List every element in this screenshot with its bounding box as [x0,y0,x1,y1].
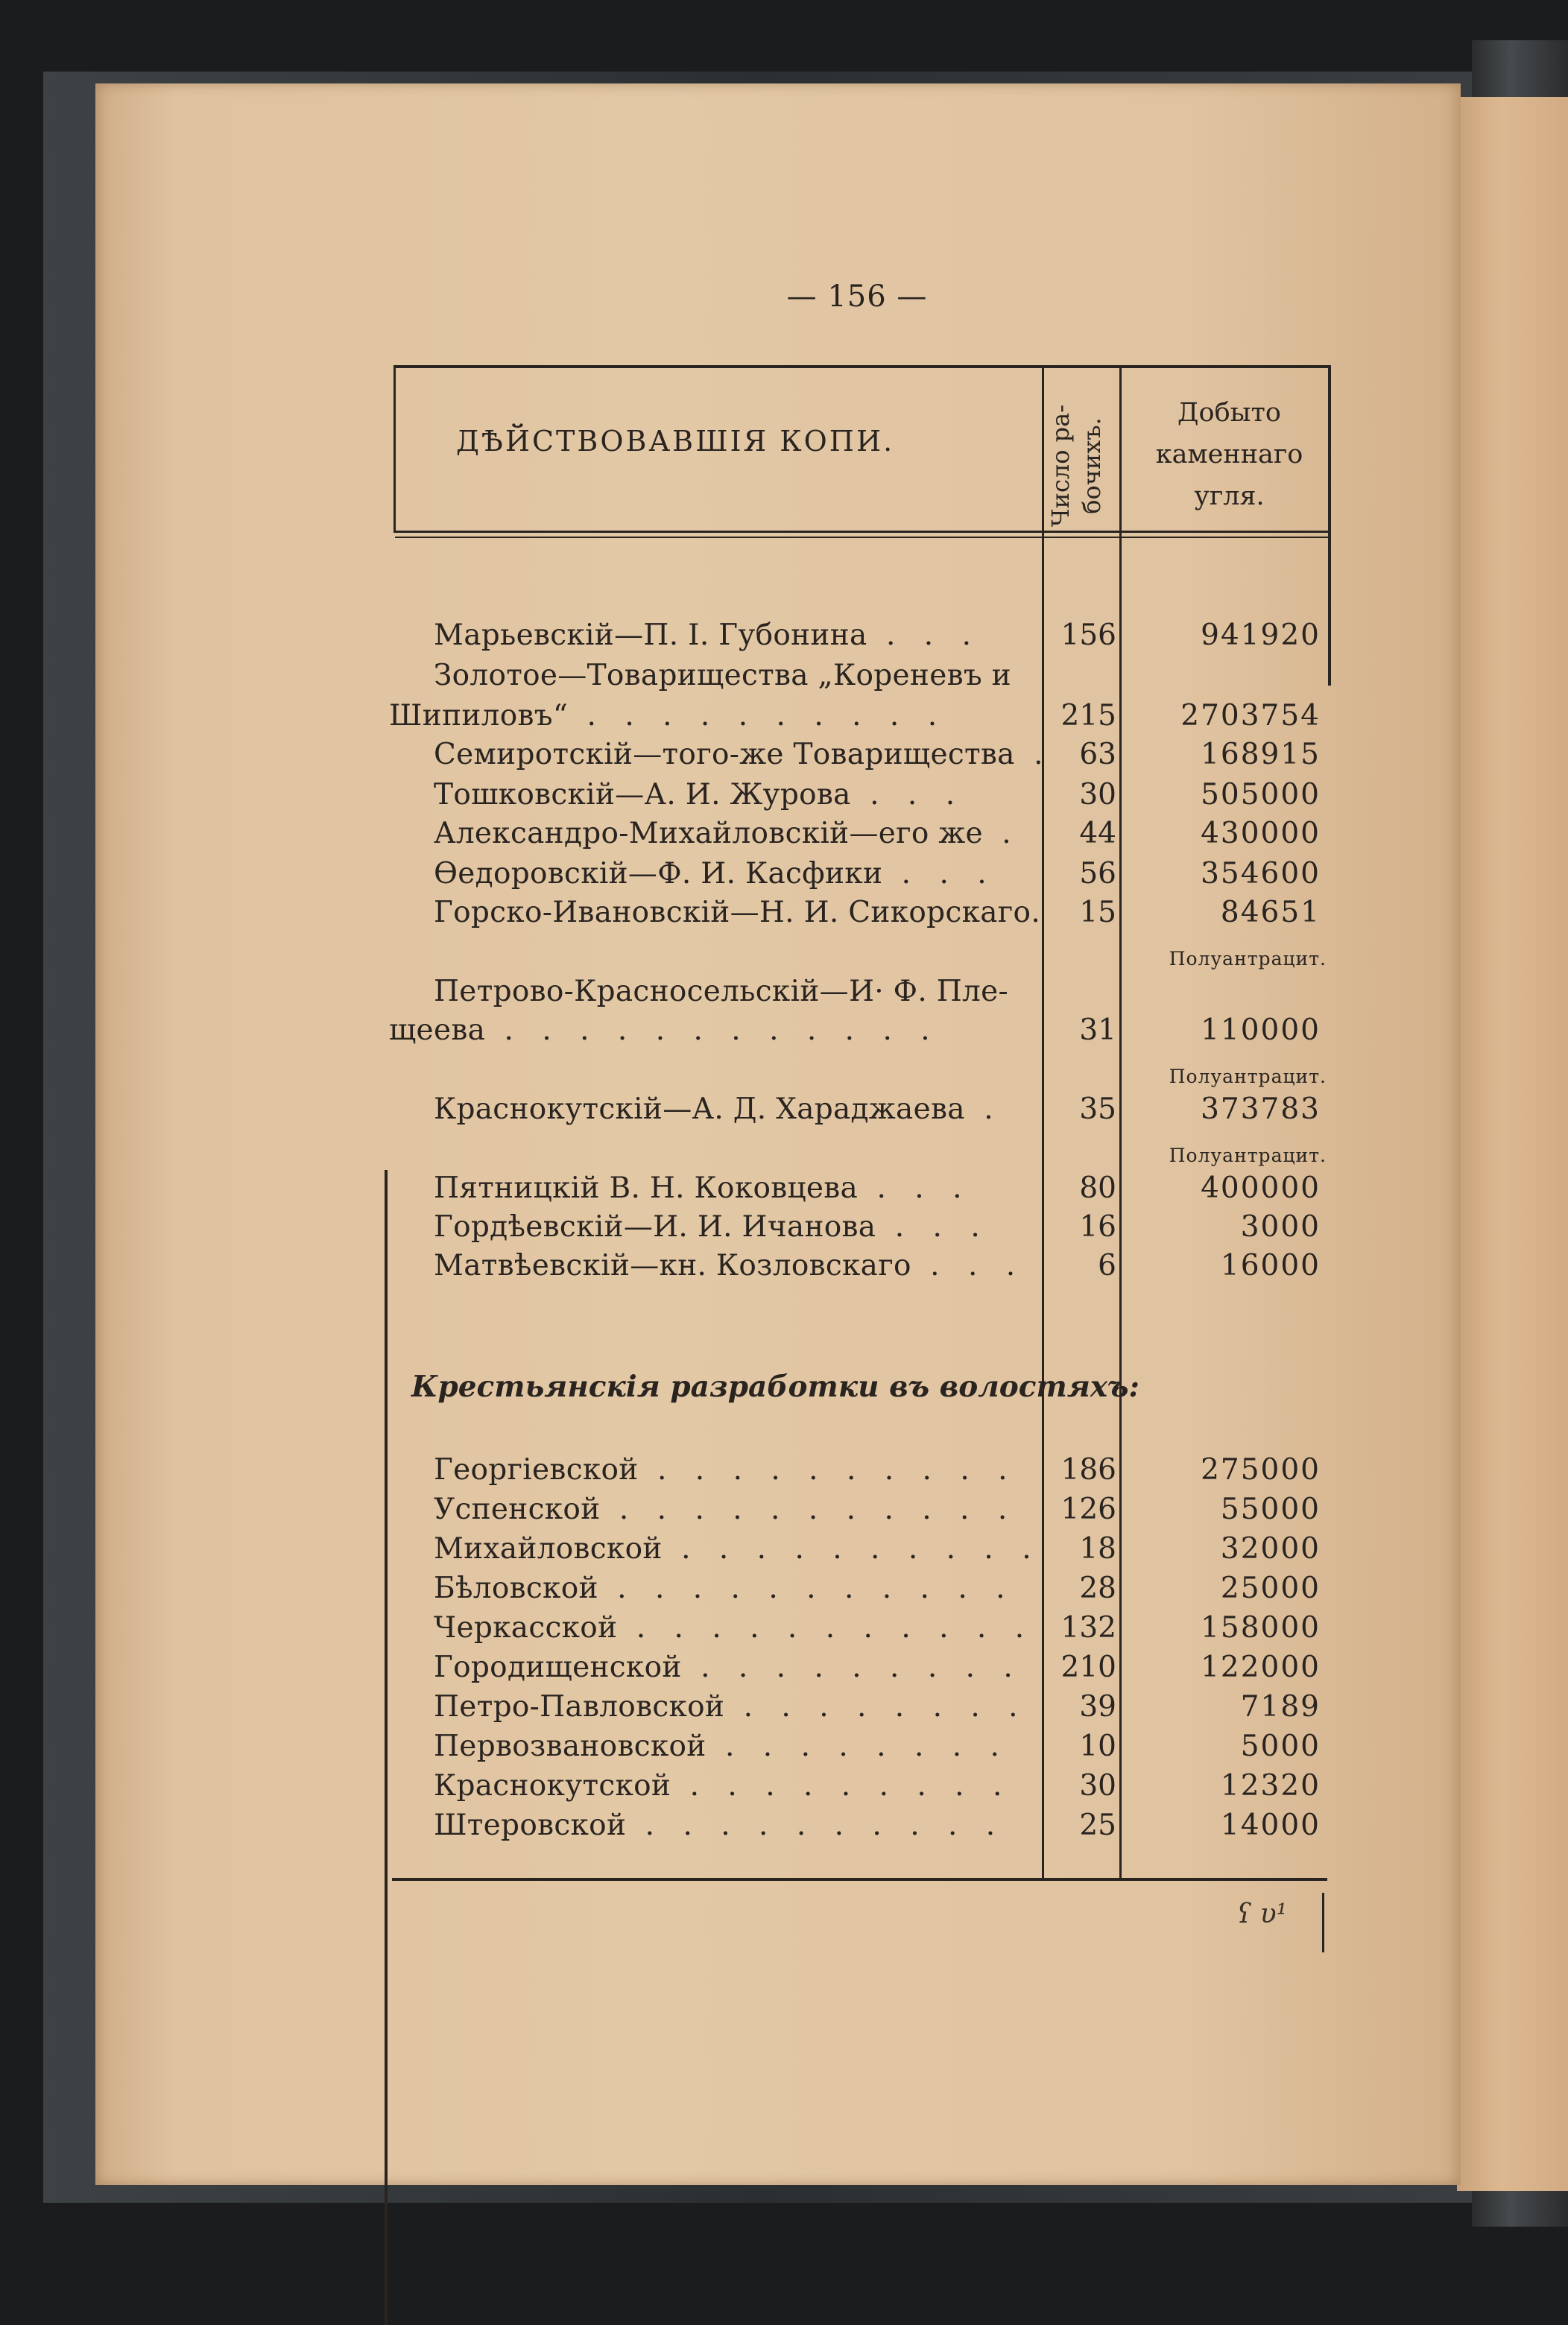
mine-row-workers: 30 [1079,778,1116,812]
peasant-row-leader-dots: . . . . . . . . . . [662,1532,1041,1566]
mine-row-name-text: Марьевскій—П. І. Губонина [434,619,867,652]
mine-row-coal-mined: 3000 [1240,1210,1321,1244]
mine-row-name [434,975,1008,1008]
mine-row-workers: 31 [1079,1013,1116,1047]
mine-row-workers: 35 [1079,1092,1116,1126]
table-left-rule [393,365,396,533]
mine-row-leader-dots: . [964,1092,1003,1126]
mine-row-name-text: Горско-Ивановскій—Н. И. Сикорскаго. [434,896,1041,929]
peasant-row-workers: 30 [1079,1769,1116,1803]
peasant-row-name-text: Успенской [434,1493,601,1526]
table-bottom-rule [392,1878,1327,1881]
peasant-row-name [434,1730,1009,1763]
mine-row-coal-type-note: Полуантрацит. [1169,948,1327,969]
mine-row-name-text: Матвѣевскій—кн. Козловскаго [434,1249,911,1282]
mine-row-name [389,699,946,733]
peasant-row-leader-dots: . . . . . . . . [706,1730,1009,1763]
peasant-row-leader-dots: . . . . . . . . . . [626,1809,1005,1842]
peasant-row-workers: 132 [1060,1611,1116,1645]
mine-row-leader-dots: . [1014,738,1053,771]
column-header-workers-line1: Число ра- [1046,404,1075,528]
mine-row-workers: 16 [1079,1210,1116,1244]
column-header-workers-line2: бочихъ. [1078,417,1106,514]
mine-row-leader-dots: . . . [867,619,981,652]
mine-row-name [434,1210,990,1244]
mine-row-coal-mined: 505000 [1201,778,1321,812]
mine-row-leader-dots: . . . [876,1210,990,1244]
column-header-coal-line1: Добыто [1177,398,1281,428]
mine-row-coal-mined: 84651 [1220,896,1321,929]
handwritten-mark: ʕ υ¹ [1237,1899,1288,1929]
peasant-row-name-text: Петро-Павловской [434,1690,725,1724]
mine-row-name-text: Александро-Михайловскій—его же [434,817,983,850]
column-header-coal-line2: каменнаго [1155,440,1303,469]
table-header-rule-double [395,537,1330,538]
peasant-row-coal-mined: 55000 [1220,1493,1321,1526]
peasant-row-name-text: Михайловской [434,1532,663,1566]
peasant-row-name-text: Бѣловской [434,1572,598,1605]
mine-row-name-text: Шипиловъ“ [389,699,569,733]
mine-row-leader-dots: . . . [911,1249,1025,1282]
peasant-row-name [434,1572,1015,1605]
peasant-row-workers: 186 [1060,1453,1116,1487]
peasant-row-name [434,1532,1041,1566]
peasant-row-coal-mined: 5000 [1240,1730,1321,1763]
peasant-row-name-text: Краснокутской [434,1769,671,1803]
peasant-row-coal-mined: 25000 [1220,1572,1321,1605]
mine-row-leader-dots: . . . [850,778,965,812]
mine-row-leader-dots: . . . . . . . . . . [568,699,947,733]
mine-row-coal-mined: 110000 [1201,1013,1321,1047]
peasant-row-name [434,1493,1017,1526]
mine-row-name-text: Семиротскій—того-же Товарищества [434,738,1015,771]
mine-row-leader-dots: . . . . . . . . . . . . [485,1013,940,1047]
peasant-row-coal-mined: 158000 [1201,1611,1321,1645]
mine-row-name [434,619,981,652]
column-header-mines: ДѢЙСТВОВАВШІЯ КОПИ. [456,425,895,458]
peasant-row-coal-mined: 275000 [1201,1453,1321,1487]
peasant-row-leader-dots: . . . . . . . . [724,1690,1028,1724]
mine-row-coal-mined: 400000 [1201,1171,1321,1205]
peasant-row-workers: 10 [1079,1730,1116,1763]
mine-row-name [389,1013,940,1047]
mine-row-workers: 215 [1060,699,1116,733]
peasant-row-name [434,1651,1022,1684]
mine-row-name-text: Гордѣевскій—И. И. Ичанова [434,1210,876,1244]
peasant-row-name [434,1769,1011,1803]
mine-row-name-text: Петрово-Красносельскій—И· Ф. Пле- [434,975,1008,1008]
mine-row-name [434,778,964,812]
mine-row-leader-dots: . . . [858,1171,972,1205]
peasant-row-name [434,1453,1017,1487]
mine-row-coal-mined: 2703754 [1180,699,1321,733]
adjacent-page-edge [1457,97,1568,2191]
column-header-coal-mined [1127,392,1332,517]
table-col-rule-1 [1042,365,1044,1878]
mine-row-name-text: Ѳедоровскій—Ф. И. Касфики [434,857,883,891]
mine-row-coal-mined: 16000 [1220,1249,1321,1282]
mine-row-workers: 6 [1098,1249,1116,1282]
mine-row-coal-mined: 168915 [1201,738,1321,771]
mine-row-name-text: Золотое—Товарищества „Кореневъ и [434,659,1011,692]
table-col-rule-2 [1119,365,1122,1878]
mine-row-leader-dots: . [982,817,1021,850]
mine-row-name-text: Краснокутскій—А. Д. Хараджаева [434,1092,965,1126]
peasant-row-name [434,1690,1028,1724]
peasant-row-leader-dots: . . . . . . . . . . . [600,1493,1017,1526]
peasant-row-leader-dots: . . . . . . . . . . [638,1453,1017,1487]
peasant-row-leader-dots: . . . . . . . . . [671,1769,1012,1803]
peasant-row-coal-mined: 122000 [1201,1651,1321,1684]
mine-row-workers: 15 [1079,896,1116,929]
mine-row-coal-type-note: Полуантрацит. [1169,1145,1327,1166]
peasant-row-coal-mined: 12320 [1220,1769,1321,1803]
peasant-row-coal-mined: 7189 [1240,1690,1321,1724]
peasant-row-workers: 28 [1079,1572,1116,1605]
table-left-rule-lower [385,1170,388,2325]
column-header-workers [1045,384,1119,548]
page-number: — 156 — [786,279,928,314]
peasant-row-name [434,1809,1005,1842]
mine-row-leader-dots: . . . [882,857,996,891]
mine-row-coal-mined: 354600 [1201,857,1321,891]
mine-row-name-text: щеева [389,1013,486,1047]
peasant-row-name-text: Городищенской [434,1651,682,1684]
peasant-row-workers: 210 [1060,1651,1116,1684]
mine-row-name-text: Тошковскій—А. И. Журова [434,778,851,812]
peasant-row-name-text: Черкасской [434,1611,618,1645]
peasant-row-name-text: Штеровской [434,1809,627,1842]
mine-row-name [434,1171,972,1205]
mine-row-coal-mined: 941920 [1201,619,1321,652]
mine-row-name [434,1092,1003,1126]
mine-row-name-text: Пятницкій В. Н. Коковцева [434,1171,859,1205]
table-header-rule [395,531,1330,533]
column-header-coal-line3: угля. [1194,481,1265,511]
peasant-row-leader-dots: . . . . . . . . . . . [598,1572,1015,1605]
peasant-row-leader-dots: . . . . . . . . . [681,1651,1022,1684]
peasant-row-workers: 25 [1079,1809,1116,1842]
section-title: Крестьянскія разработки въ волостяхъ: [411,1370,1139,1404]
peasant-row-coal-mined: 14000 [1220,1809,1321,1842]
table-right-rule-lower [1322,1893,1324,1952]
mine-row-coal-mined: 430000 [1201,817,1321,850]
mine-row-name [434,857,996,891]
mine-row-coal-type-note: Полуантрацит. [1169,1066,1327,1087]
table-top-rule [395,365,1330,368]
peasant-row-workers: 126 [1060,1493,1116,1526]
peasant-row-workers: 18 [1079,1532,1116,1566]
mine-row-workers: 80 [1079,1171,1116,1205]
mine-row-name [434,1249,1025,1282]
mine-row-name [434,659,1011,692]
mine-row-workers: 156 [1060,619,1116,652]
mine-row-workers: 63 [1079,738,1116,771]
peasant-row-leader-dots: . . . . . . . . . . . [617,1611,1034,1645]
mine-row-name [434,896,1040,929]
coal-mines-table [389,365,1332,1889]
mine-row-workers: 56 [1079,857,1116,891]
peasant-row-name-text: Георгіевской [434,1453,639,1487]
mine-row-workers: 44 [1079,817,1116,850]
peasant-row-workers: 39 [1079,1690,1116,1724]
mine-row-name [434,738,1052,771]
peasant-row-name-text: Первозвановской [434,1730,706,1763]
mine-row-coal-mined: 373783 [1201,1092,1321,1126]
peasant-row-name [434,1611,1034,1645]
mine-row-name [434,817,1021,850]
peasant-row-coal-mined: 32000 [1220,1532,1321,1566]
